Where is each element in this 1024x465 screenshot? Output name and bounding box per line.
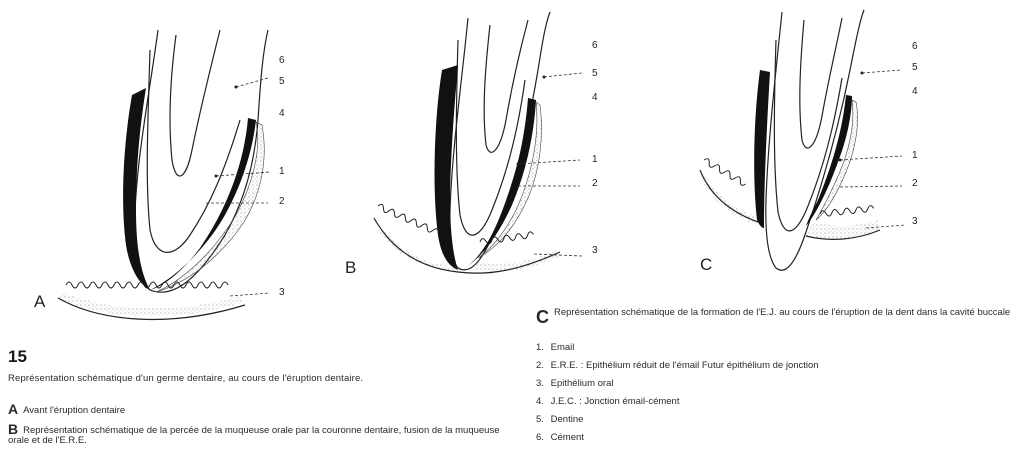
figure-number: 15	[8, 347, 27, 366]
panel-a-callout-3: 3	[279, 287, 285, 298]
legend-item	[536, 411, 819, 429]
legend-text: Email	[550, 342, 575, 353]
description-c	[536, 308, 1016, 326]
panel-a-callout-5: 5	[279, 76, 285, 87]
panel-b-callout-4: 4	[592, 92, 598, 103]
panel-b-leaders	[518, 73, 582, 256]
panel-b-callout-2: 2	[592, 178, 598, 189]
panel-c-callout-6: 6	[912, 41, 918, 52]
panel-c-oral-fill-right	[806, 220, 880, 239]
panel-a-letter: A	[34, 292, 46, 311]
panel-c-callout-1: 1	[912, 150, 918, 161]
panel-b-enamel	[435, 65, 458, 270]
description-a-letter: A	[8, 401, 19, 417]
panel-b-callout-6: 6	[592, 40, 598, 51]
description-b-text: Représentation schématique de la percée de la muqueuse orale par la couronne dentaire, fusion de la muqueuse orale et de l'E.R.E.	[8, 425, 500, 446]
panel-b-callout-1: 1	[592, 154, 598, 165]
panel-c-enamel	[754, 70, 770, 228]
legend-text: Dentine	[550, 414, 584, 425]
description-a	[8, 401, 508, 417]
legend-num: 3.	[536, 378, 544, 389]
panel-c-callout-3: 3	[912, 216, 918, 227]
description-b	[8, 421, 508, 446]
description-b-letter: B	[8, 421, 19, 437]
description-c-text: Représentation schématique de la formation de l'E.J. au cours de l'éruption de la dent dans la cavité buccale	[554, 307, 1011, 318]
legend-item	[536, 429, 819, 447]
panel-c-callout-4: 4	[912, 86, 918, 97]
panel-b-oral-fill-right	[474, 250, 560, 271]
panel-c-callout-2: 2	[912, 178, 918, 189]
legend-num: 1.	[536, 342, 544, 353]
legend-num: 4.	[536, 396, 544, 407]
description-c-letter: C	[536, 307, 549, 327]
panel-a-callout-2: 2	[279, 196, 285, 207]
panel-b-letter: B	[345, 258, 357, 277]
panel-a-callout-6: 6	[279, 55, 285, 66]
panel-b-callout-5: 5	[592, 68, 598, 79]
legend	[536, 339, 819, 447]
legend-text: J.E.C. : Jonction émail-cément	[550, 396, 680, 407]
legend-num: 6.	[536, 432, 544, 443]
panel-a-callout-1: 1	[279, 166, 285, 177]
legend-num: 5.	[536, 414, 544, 425]
legend-item	[536, 393, 819, 411]
legend-item	[536, 339, 819, 357]
figure-caption: Représentation schématique d'un germe dentaire, au cours de l'éruption dentaire.	[8, 373, 364, 384]
panel-a-tooth	[135, 30, 268, 292]
legend-text: E.R.E. : Epithélium réduit de l'émail Futur épithélium de jonction	[550, 360, 819, 371]
panel-b-enamel-right	[460, 98, 536, 270]
panel-b-callout-3: 3	[592, 245, 598, 256]
panel-c-letter: C	[700, 255, 713, 274]
panel-c-oral-fill-left	[702, 176, 756, 224]
legend-text: Cément	[550, 432, 584, 443]
legend-item	[536, 357, 819, 375]
panel-a-callout-4: 4	[279, 108, 285, 119]
panel-b-tooth	[450, 12, 550, 270]
panel-c-callout-5: 5	[912, 62, 918, 73]
legend-text: Epithélium oral	[550, 378, 614, 389]
legend-num: 2.	[536, 360, 544, 371]
legend-item	[536, 375, 819, 393]
description-a-text: Avant l'éruption dentaire	[23, 405, 126, 416]
panel-b-oral-fill	[378, 224, 470, 270]
panel-b-oral-mucosa-wave-left	[377, 203, 440, 235]
